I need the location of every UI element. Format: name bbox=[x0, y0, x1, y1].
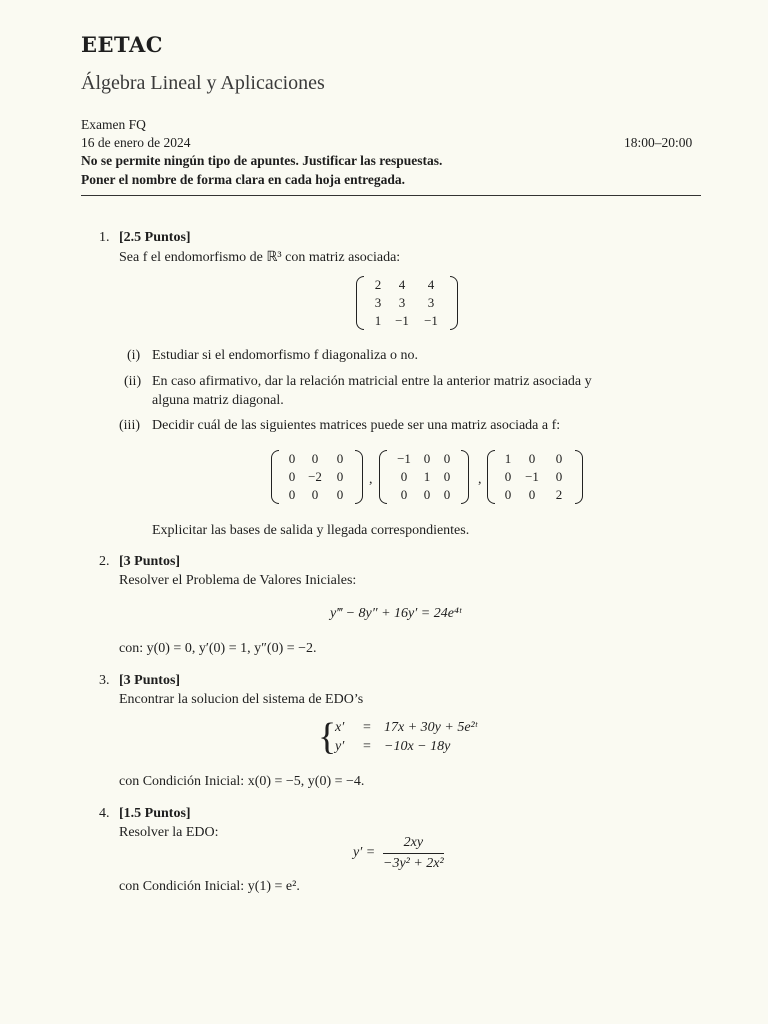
q1-iii-label: (iii) bbox=[119, 418, 140, 433]
matrix-cell: 0 bbox=[555, 469, 563, 484]
matrix-cell: 0 bbox=[423, 451, 431, 466]
q1-ii-label: (ii) bbox=[124, 374, 142, 389]
matrix-cell: 0 bbox=[443, 487, 451, 502]
matrix-cell: 3 bbox=[398, 295, 406, 310]
system-rhs-1: 17x + 30y + 5e²ᵗ bbox=[384, 720, 478, 735]
matrix-cell: −2 bbox=[308, 469, 322, 484]
system-brace: { bbox=[318, 716, 337, 758]
q2-points: [3 Puntos] bbox=[119, 554, 181, 569]
matrix-cell: 3 bbox=[374, 295, 382, 310]
rule-notes: No se permite ningún tipo de apuntes. Justificar las respuestas. bbox=[81, 153, 443, 168]
matrix-cell: 0 bbox=[288, 451, 296, 466]
system-op-2: = bbox=[363, 739, 371, 754]
matrix-cell: 0 bbox=[528, 487, 536, 502]
q4-numerator: 2xy bbox=[403, 835, 424, 850]
matrix-cell: 2 bbox=[374, 277, 382, 292]
matrix-cell: 4 bbox=[427, 277, 435, 292]
header-divider bbox=[81, 195, 701, 196]
rule-name: Poner el nombre de forma clara en cada hoja entregada. bbox=[81, 172, 405, 187]
q4-number: 4. bbox=[99, 806, 110, 821]
matrix-separator: , bbox=[369, 472, 373, 487]
matrix-cell: 0 bbox=[336, 469, 344, 484]
q1-iii-text: Decidir cuál de las siguientes matrices puede ser una matriz asociada a f: bbox=[152, 418, 561, 433]
matrix-cell: 0 bbox=[336, 451, 344, 466]
exam-type: Examen FQ bbox=[81, 117, 146, 132]
q1-i-text: Estudiar si el endomorfismo f diagonaliza o no. bbox=[152, 348, 418, 363]
fraction-bar bbox=[383, 853, 444, 854]
matrix-cell: −1 bbox=[424, 313, 438, 328]
right-paren bbox=[450, 276, 458, 330]
q4-fraction bbox=[383, 835, 444, 872]
q4-conditions: con Condición Inicial: y(1) = e². bbox=[119, 879, 300, 894]
matrix-cell: 0 bbox=[400, 487, 408, 502]
matrix-cell: 0 bbox=[336, 487, 344, 502]
exam-date: 16 de enero de 2024 bbox=[81, 135, 191, 150]
matrix-cell: 0 bbox=[504, 469, 512, 484]
matrix-cell: 0 bbox=[528, 451, 536, 466]
q4-lhs: y′ = bbox=[353, 845, 376, 860]
matrix-cell: 3 bbox=[427, 295, 435, 310]
system-rhs-2: −10x − 18y bbox=[384, 739, 451, 754]
matrix-cell: 0 bbox=[555, 451, 563, 466]
matrix-cell: 2 bbox=[555, 487, 563, 502]
q3-statement: Encontrar la solucion del sistema de EDO’s bbox=[119, 692, 364, 707]
left-paren bbox=[356, 276, 364, 330]
right-paren bbox=[575, 450, 583, 504]
left-paren bbox=[271, 450, 279, 504]
matrix-cell: −1 bbox=[397, 451, 411, 466]
matrix-cell: 0 bbox=[288, 469, 296, 484]
q4-denominator: −3y² + 2x² bbox=[383, 856, 444, 871]
course-title: Álgebra Lineal y Aplicaciones bbox=[81, 72, 325, 94]
matrix-cell: 0 bbox=[288, 487, 296, 502]
option-matrix-1 bbox=[271, 450, 363, 504]
matrix-cell: 0 bbox=[423, 487, 431, 502]
q1-ii-text-2: alguna matriz diagonal. bbox=[152, 393, 284, 408]
q4-points: [1.5 Puntos] bbox=[119, 806, 191, 821]
q2-number: 2. bbox=[99, 554, 110, 569]
q3-conditions: con Condición Inicial: x(0) = −5, y(0) = −4. bbox=[119, 774, 365, 789]
q1-ii-text-1: En caso afirmativo, dar la relación matricial entre la anterior matriz asociada y bbox=[152, 374, 592, 389]
q1-statement: Sea f el endomorfismo de ℝ³ con matriz asociada: bbox=[119, 250, 401, 265]
left-paren bbox=[379, 450, 387, 504]
right-paren bbox=[461, 450, 469, 504]
matrix-cell: 1 bbox=[423, 469, 431, 484]
matrix-cell: −1 bbox=[525, 469, 539, 484]
option-matrix-2-grid bbox=[387, 450, 461, 504]
q2-equation: y‴ − 8y″ + 16y′ = 24e⁴ᵗ bbox=[330, 606, 462, 621]
q1-note: Explicitar las bases de salida y llegada correspondientes. bbox=[152, 523, 470, 538]
q1-i-label: (i) bbox=[127, 348, 141, 363]
matrix-separator: , bbox=[478, 472, 482, 487]
right-paren bbox=[355, 450, 363, 504]
matrix-cell: 1 bbox=[504, 451, 512, 466]
matrix-cell: 0 bbox=[443, 469, 451, 484]
option-matrix-3 bbox=[487, 450, 583, 504]
option-matrix-2 bbox=[379, 450, 469, 504]
matrix-cell: 4 bbox=[398, 277, 406, 292]
left-paren bbox=[487, 450, 495, 504]
q1-number: 1. bbox=[99, 230, 110, 245]
matrix-cell: 0 bbox=[311, 451, 319, 466]
system-op-1: = bbox=[363, 720, 371, 735]
matrix-cell: −1 bbox=[395, 313, 409, 328]
matrix-cell: 0 bbox=[400, 469, 408, 484]
q2-conditions: con: y(0) = 0, y′(0) = 1, y″(0) = −2. bbox=[119, 641, 317, 656]
matrix-cell: 0 bbox=[504, 487, 512, 502]
option-matrix-3-grid bbox=[495, 450, 575, 504]
system-lhs-1: x′ bbox=[335, 720, 345, 735]
q1-points: [2.5 Puntos] bbox=[119, 230, 191, 245]
matrix-cell: 1 bbox=[374, 313, 382, 328]
q3-points: [3 Puntos] bbox=[119, 673, 181, 688]
option-matrix-1-grid bbox=[279, 450, 355, 504]
school-name: EETAC bbox=[81, 32, 163, 57]
matrix-cell: 0 bbox=[443, 451, 451, 466]
system-lhs-2: y′ bbox=[335, 739, 345, 754]
q3-number: 3. bbox=[99, 673, 110, 688]
q1-matrix-grid bbox=[364, 276, 450, 330]
q1-matrix bbox=[356, 276, 458, 330]
q4-statement: Resolver la EDO: bbox=[119, 825, 219, 840]
matrix-cell: 0 bbox=[311, 487, 319, 502]
exam-time: 18:00–20:00 bbox=[624, 135, 693, 150]
q2-statement: Resolver el Problema de Valores Iniciales: bbox=[119, 573, 357, 588]
